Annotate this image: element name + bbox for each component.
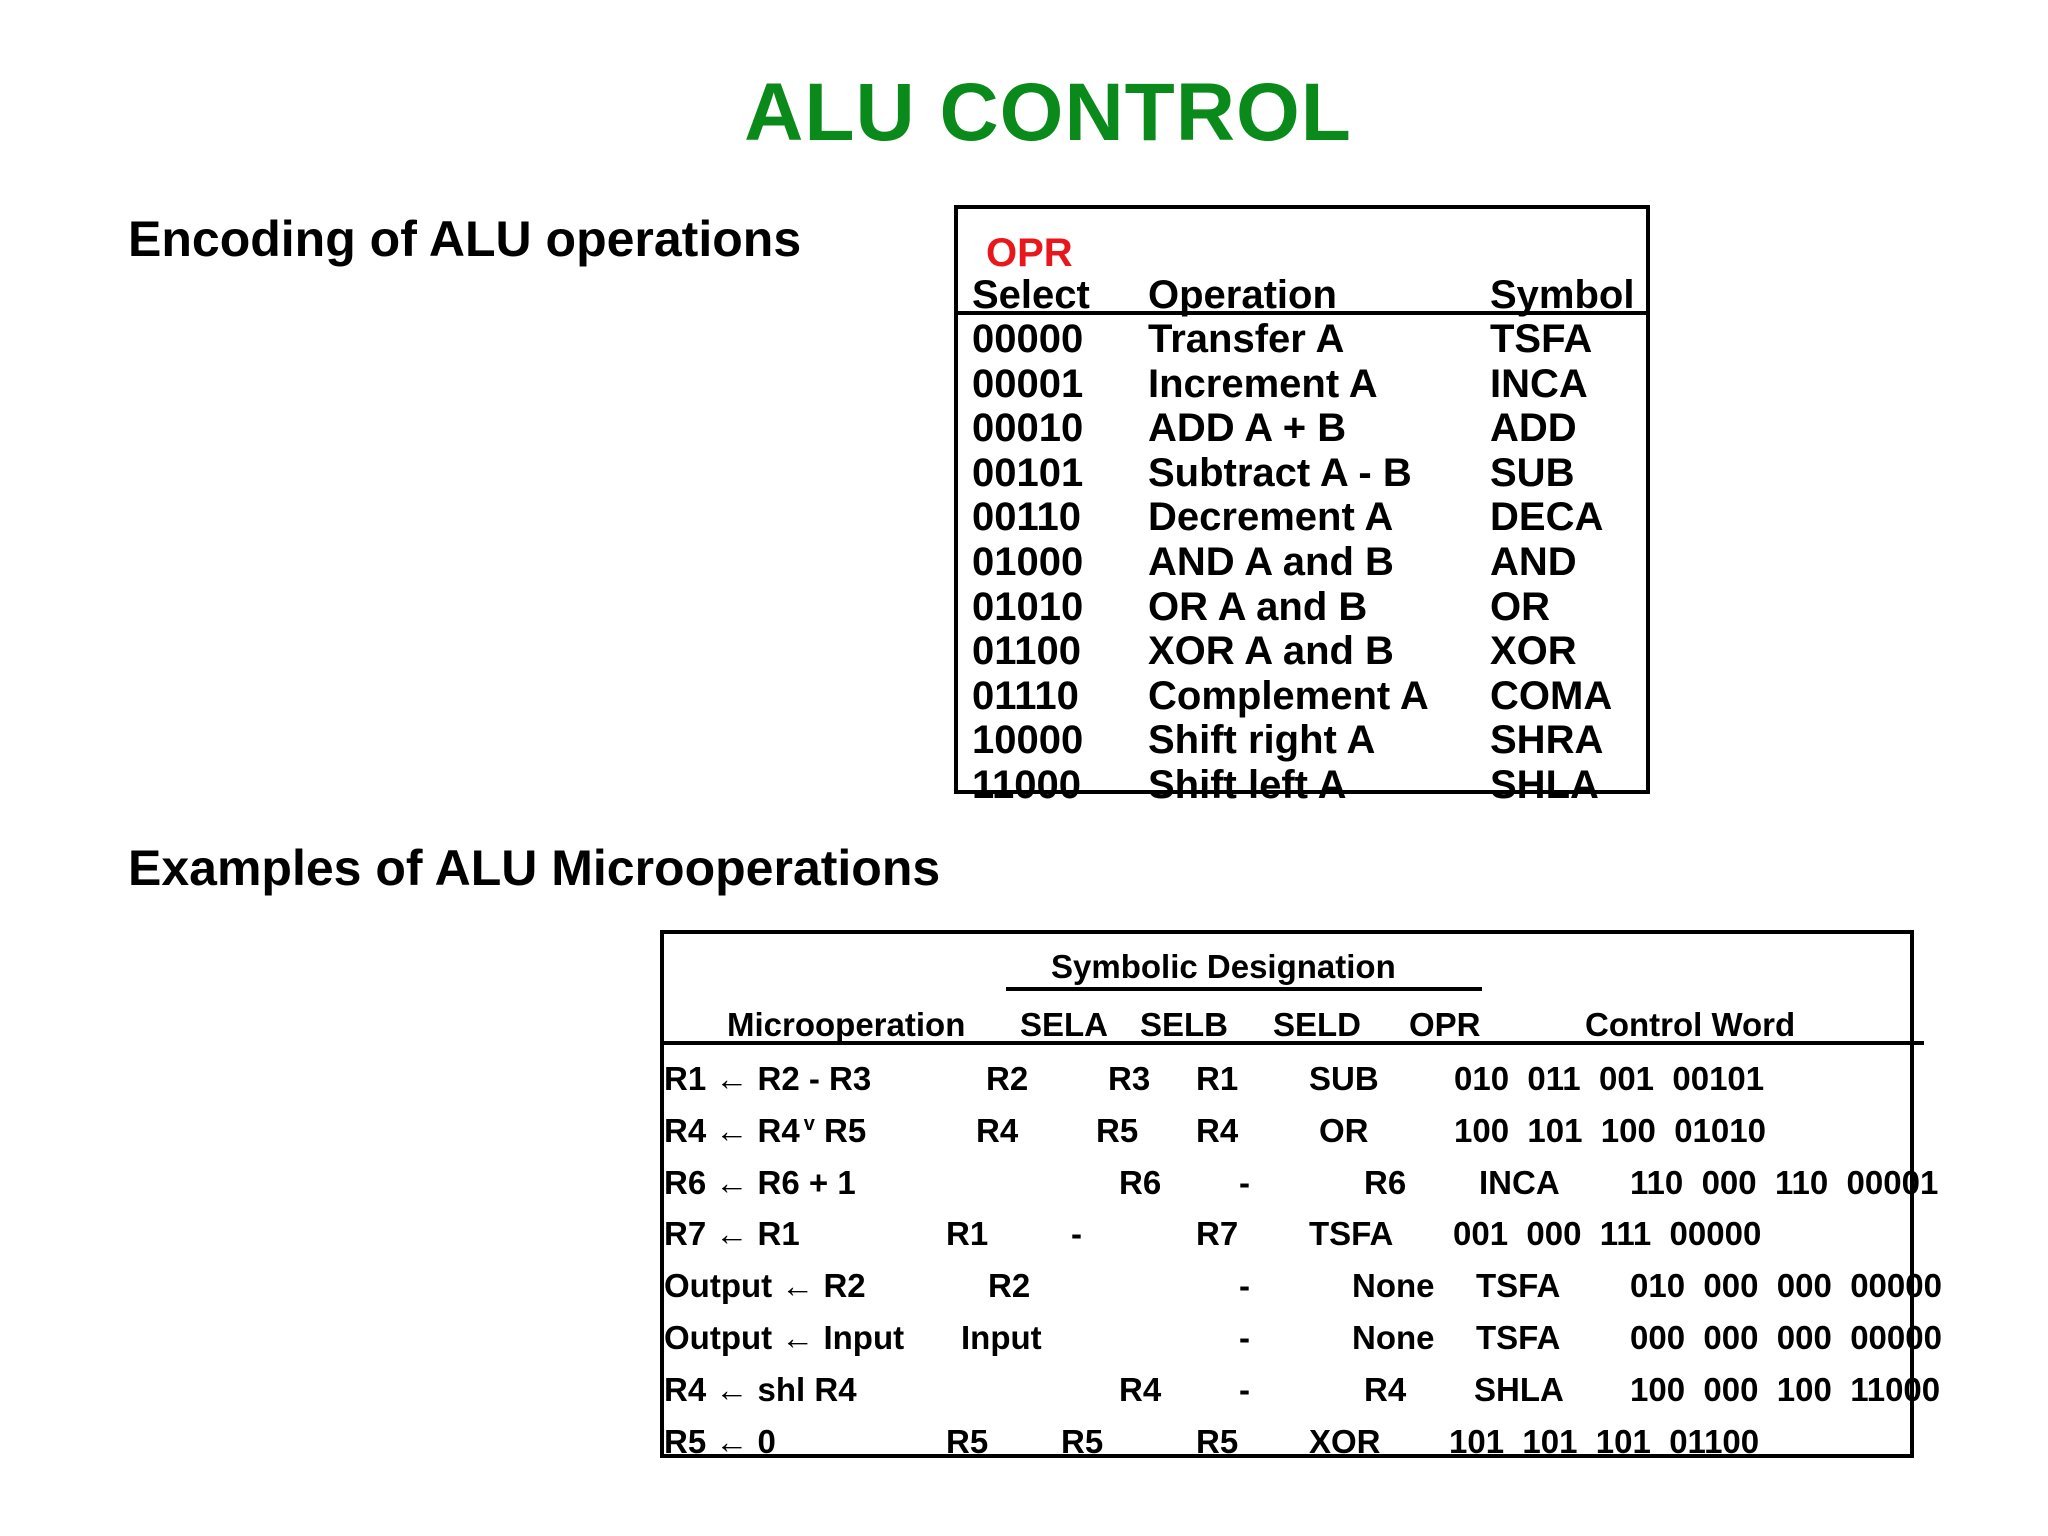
cell-opr: OR (1319, 1111, 1369, 1149)
encoding-table (954, 205, 1650, 807)
encoding-heading: Encoding of ALU operations (128, 211, 802, 267)
cell-seld: R7 (1196, 1215, 1239, 1253)
symbolic-designation-rule (1006, 987, 1482, 991)
cell-control-word: 000 000 000 00000 (1630, 1319, 1942, 1356)
microoperation-cell (664, 1321, 904, 1354)
encoding-cell-symbol: COMA (1490, 673, 1613, 718)
encoding-cell-symbol: SHRA (1490, 718, 1604, 763)
encoding-cell-operation: ADD A + B (1148, 406, 1347, 451)
encoding-cell-symbol: SUB (1490, 450, 1575, 495)
cell-selb: - (1239, 1267, 1250, 1305)
encoding-cell-symbol: XOR (1490, 629, 1577, 674)
cell-seld: None (1352, 1267, 1435, 1305)
cell-sela: R5 (946, 1422, 989, 1460)
microoperation-cell (664, 1215, 800, 1253)
encoding-cell-select: 01010 (972, 584, 1084, 629)
cell-control-word: 010 011 001 00101 (1454, 1060, 1765, 1097)
encoding-cell-symbol: OR (1490, 584, 1550, 629)
microoperation-text: R6 ← R6 + 1 (664, 1163, 856, 1201)
cell-selb: - (1239, 1163, 1250, 1201)
cell-selb: R3 (1108, 1060, 1151, 1097)
encoding-cell-select: 10000 (972, 718, 1084, 763)
cell-control-word: 110 000 110 00001 (1630, 1163, 1939, 1201)
cell-selb: R5 (1096, 1111, 1139, 1149)
cell-control-word: 101 101 101 01100 (1449, 1422, 1760, 1460)
encoding-cell-symbol: SHLA (1490, 763, 1599, 807)
encoding-cell-operation: AND A and B (1148, 540, 1394, 584)
cell-control-word: 010 000 000 00000 (1630, 1267, 1942, 1305)
or-symbol: v (803, 1112, 815, 1135)
cell-seld: R1 (1196, 1060, 1239, 1097)
page-title: ALU CONTROL (744, 67, 1352, 158)
header-opr: OPR (1409, 1006, 1481, 1043)
encoding-cell-operation: Shift right A (1148, 718, 1376, 763)
encoding-cell-operation: OR A and B (1148, 584, 1368, 629)
header-microoperation: Microoperation (727, 1006, 966, 1043)
cell-sela: R4 (1119, 1370, 1162, 1408)
encoding-cell-symbol: ADD (1490, 406, 1577, 451)
encoding-cell-operation: Shift left A (1148, 763, 1347, 807)
microoperation-text: R4 ← shl R4 (664, 1370, 857, 1408)
encoding-cell-symbol: INCA (1490, 361, 1588, 406)
encoding-cell-operation: Transfer A (1148, 317, 1345, 361)
cell-sela: R2 (988, 1267, 1031, 1305)
cell-opr: INCA (1479, 1163, 1560, 1201)
header-control-word: Control Word (1585, 1006, 1796, 1043)
header-symbol: Symbol (1490, 273, 1635, 317)
microoperation-cell (664, 1422, 776, 1460)
cell-opr: SUB (1309, 1060, 1379, 1097)
encoding-cell-select: 01100 (972, 629, 1082, 674)
encoding-cell-operation: XOR A and B (1148, 629, 1394, 674)
cell-selb: R5 (1061, 1422, 1104, 1460)
encoding-cell-symbol: DECA (1490, 495, 1604, 540)
encoding-cell-symbol: TSFA (1490, 317, 1593, 361)
cell-seld: R6 (1364, 1163, 1407, 1201)
encoding-cell-select: 01110 (972, 673, 1079, 718)
cell-opr: SHLA (1474, 1370, 1564, 1408)
examples-heading: Examples of ALU Microoperations (128, 840, 941, 896)
cell-sela: R2 (986, 1060, 1029, 1097)
encoding-cell-select: 00001 (972, 361, 1084, 406)
cell-control-word: 001 000 111 00000 (1453, 1215, 1762, 1253)
cell-seld: R5 (1196, 1422, 1239, 1460)
header-selb: SELB (1140, 1006, 1229, 1043)
cell-sela: R6 (1119, 1163, 1162, 1201)
opr-label: OPR (986, 231, 1073, 275)
cell-selb: - (1071, 1215, 1082, 1253)
microoperation-cell (664, 1062, 871, 1095)
microoperation-text: R1 ← R2 - R3 (664, 1060, 872, 1097)
microoperation-cell (664, 1370, 857, 1408)
encoding-cell-select: 11000 (972, 763, 1082, 807)
microoperation-cell (664, 1163, 856, 1201)
microoperation-tail: R5 (814, 1111, 867, 1149)
encoding-cell-symbol: AND (1490, 540, 1577, 584)
cell-sela: Input (961, 1319, 1042, 1356)
cell-opr: TSFA (1309, 1215, 1394, 1253)
cell-control-word: 100 101 100 01010 (1454, 1111, 1766, 1149)
cell-opr: TSFA (1476, 1267, 1561, 1305)
cell-seld: R4 (1196, 1111, 1239, 1149)
microoperation-text: R5 ← 0 (664, 1422, 776, 1460)
encoding-cell-select: 00101 (972, 450, 1084, 495)
cell-opr: TSFA (1476, 1319, 1561, 1356)
header-divider (958, 311, 1646, 315)
cell-control-word: 100 000 100 11000 (1630, 1370, 1941, 1408)
encoding-cell-operation: Complement A (1148, 673, 1429, 718)
microoperation-text: R7 ← R1 (664, 1215, 800, 1253)
header-select: Select (972, 273, 1090, 317)
cell-sela: R1 (946, 1215, 989, 1253)
header-seld: SELD (1273, 1006, 1362, 1043)
encoding-cell-select: 00000 (972, 317, 1084, 361)
microoperation-text: Output ← Input (664, 1319, 905, 1356)
microoperation-text: R4 ← R4 (664, 1111, 800, 1149)
cell-seld: None (1352, 1319, 1435, 1356)
microoperations-table (660, 930, 1942, 1460)
cell-selb: - (1239, 1370, 1250, 1408)
header-operation: Operation (1148, 273, 1337, 317)
microoperation-text: Output ← R2 (664, 1267, 866, 1305)
encoding-cell-operation: Increment A (1148, 361, 1378, 406)
encoding-cell-select: 00110 (972, 495, 1082, 540)
encoding-cell-operation: Subtract A - B (1148, 450, 1412, 495)
cell-seld: R4 (1364, 1370, 1407, 1408)
encoding-cell-operation: Decrement A (1148, 495, 1394, 540)
symbolic-designation-header: Symbolic Designation (1051, 948, 1396, 985)
microoperation-cell (664, 1111, 867, 1149)
cell-sela: R4 (976, 1111, 1019, 1149)
header-divider (660, 1041, 1924, 1045)
microoperation-cell (664, 1267, 866, 1305)
encoding-cell-select: 00010 (972, 406, 1084, 451)
encoding-cell-select: 01000 (972, 540, 1084, 584)
header-sela: SELA (1020, 1006, 1109, 1043)
cell-opr: XOR (1309, 1422, 1381, 1460)
cell-selb: - (1239, 1319, 1250, 1356)
